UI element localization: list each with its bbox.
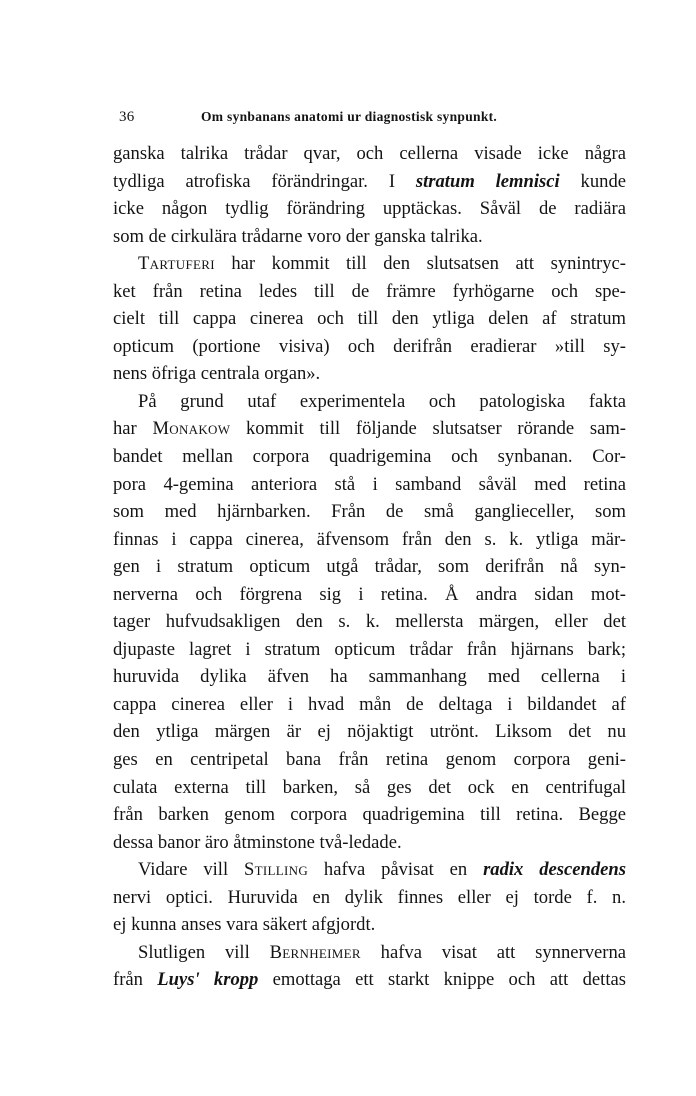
text-segment: har kommit till den slutsatsen att synintryc- (214, 253, 626, 275)
text-segment: den ytliga märgen är ej nöjaktigt utrönt. Liksom det nu (113, 721, 626, 743)
text-segment: culata externa till barken, så ges det ock en centrifugal (113, 776, 626, 798)
text-segment: från (113, 969, 158, 991)
text-line (113, 663, 626, 691)
text-segment: som med hjärnbarken. Från de små ganglieceller, som (113, 501, 626, 523)
text-segment: tager hufvudsakligen den s. k. mellersta märgen, eller det (113, 611, 626, 633)
text-segment: bandet mellan corpora quadrigemina och synbanan. Cor- (113, 446, 626, 468)
text-line (113, 415, 626, 443)
page-number: 36 (119, 109, 135, 125)
text-segment: cappa cinerea eller i hvad mån de deltaga i bildandet af (113, 693, 626, 715)
text-line (113, 140, 626, 168)
text-segment: hafva visat att synnerverna (360, 941, 627, 963)
text-segment: från barken genom corpora quadrigemina till retina. Begge (113, 804, 626, 826)
latin-term: radix descendens (483, 859, 626, 881)
text-line (113, 718, 626, 746)
text-segment: kunde (559, 170, 626, 192)
author-name: Tartuferi (138, 253, 215, 275)
text-segment: har (113, 418, 153, 440)
text-line (113, 966, 626, 994)
text-line (113, 553, 626, 581)
running-title: Om synbanans anatomi ur diagnostisk synpunkt. (201, 109, 498, 124)
text-segment: finnas i cappa cinerea, äfvensom från den s. k. ytliga mär- (113, 528, 626, 550)
text-segment: djupaste lagret i stratum opticum trådar från hjärnans bark; (113, 638, 626, 660)
text-segment: cielt till cappa cinerea och till den ytliga delen af stratum (113, 308, 626, 330)
text-segment: nerverna och förgrena sig i retina. Å andra sidan mot- (113, 583, 626, 605)
text-line (113, 443, 626, 471)
text-line (113, 168, 626, 196)
text-segment: hafva påvisat en (308, 859, 484, 881)
author-name: Bernheimer (269, 941, 361, 963)
text-segment: huruvida dylika äfven ha sammanhang med cellerna i (113, 666, 626, 688)
latin-term: Luys' kropp (157, 969, 259, 991)
text-line (113, 305, 626, 333)
text-segment: ket från retina ledes till de främre fyrhögarne och spe- (113, 280, 626, 302)
text-segment: Slutligen vill (138, 941, 270, 963)
text-line (113, 333, 626, 361)
text-segment: nens öfriga centrala organ». (113, 363, 321, 385)
text-line (113, 360, 626, 388)
text-segment: ej kunna anses vara säkert afgjordt. (113, 914, 376, 936)
text-line (113, 911, 626, 939)
text-segment: kommit till följande slutsatser rörande sam- (230, 418, 626, 440)
text-segment: På grund utaf experimentela och patologiska fakta (138, 390, 626, 412)
text-segment: pora 4-gemina anteriora stå i samband såväl med retina (113, 473, 626, 495)
text-line (113, 278, 626, 306)
text-line (113, 829, 626, 857)
text-segment: opticum (portione visiva) och derifrån eradierar »till sy- (113, 335, 626, 357)
author-name: Monakow (152, 418, 231, 440)
text-segment: emottaga ett starkt knippe och att dettas (258, 969, 626, 991)
text-segment: Vidare vill (138, 859, 245, 881)
text-line (113, 608, 626, 636)
text-line (113, 801, 626, 829)
text-line (113, 636, 626, 664)
text-line (113, 774, 626, 802)
text-line (113, 526, 626, 554)
text-line (113, 498, 626, 526)
text-segment: som de cirkulära trådarne voro der ganska talrika. (113, 225, 483, 247)
text-segment: icke någon tydlig förändring upptäckas. Såväl de radiära (113, 198, 626, 220)
text-line (113, 250, 626, 278)
body-text (113, 140, 626, 994)
text-line (113, 471, 626, 499)
text-line (113, 223, 626, 251)
text-line (113, 884, 626, 912)
text-segment: dessa banor äro åtminstone två-ledade. (113, 831, 402, 853)
text-line (113, 581, 626, 609)
text-segment: gen i stratum opticum utgå trådar, som derifrån nå syn- (113, 556, 626, 578)
text-line (113, 939, 626, 967)
text-segment: ges en centripetal bana från retina genom corpora geni- (113, 749, 626, 771)
text-line (113, 691, 626, 719)
text-segment: ganska talrika trådar qvar, och cellerna visade icke några (113, 143, 626, 164)
text-line (113, 746, 626, 774)
text-line (113, 388, 626, 416)
text-segment: tydliga atrofiska förändringar. I (113, 170, 416, 192)
latin-term: stratum lemnisci (415, 170, 560, 192)
text-line (113, 195, 626, 223)
text-line (113, 856, 626, 884)
author-name: Stilling (244, 859, 309, 881)
text-segment: nervi optici. Huruvida en dylik finnes eller ej torde f. n. (113, 886, 626, 908)
